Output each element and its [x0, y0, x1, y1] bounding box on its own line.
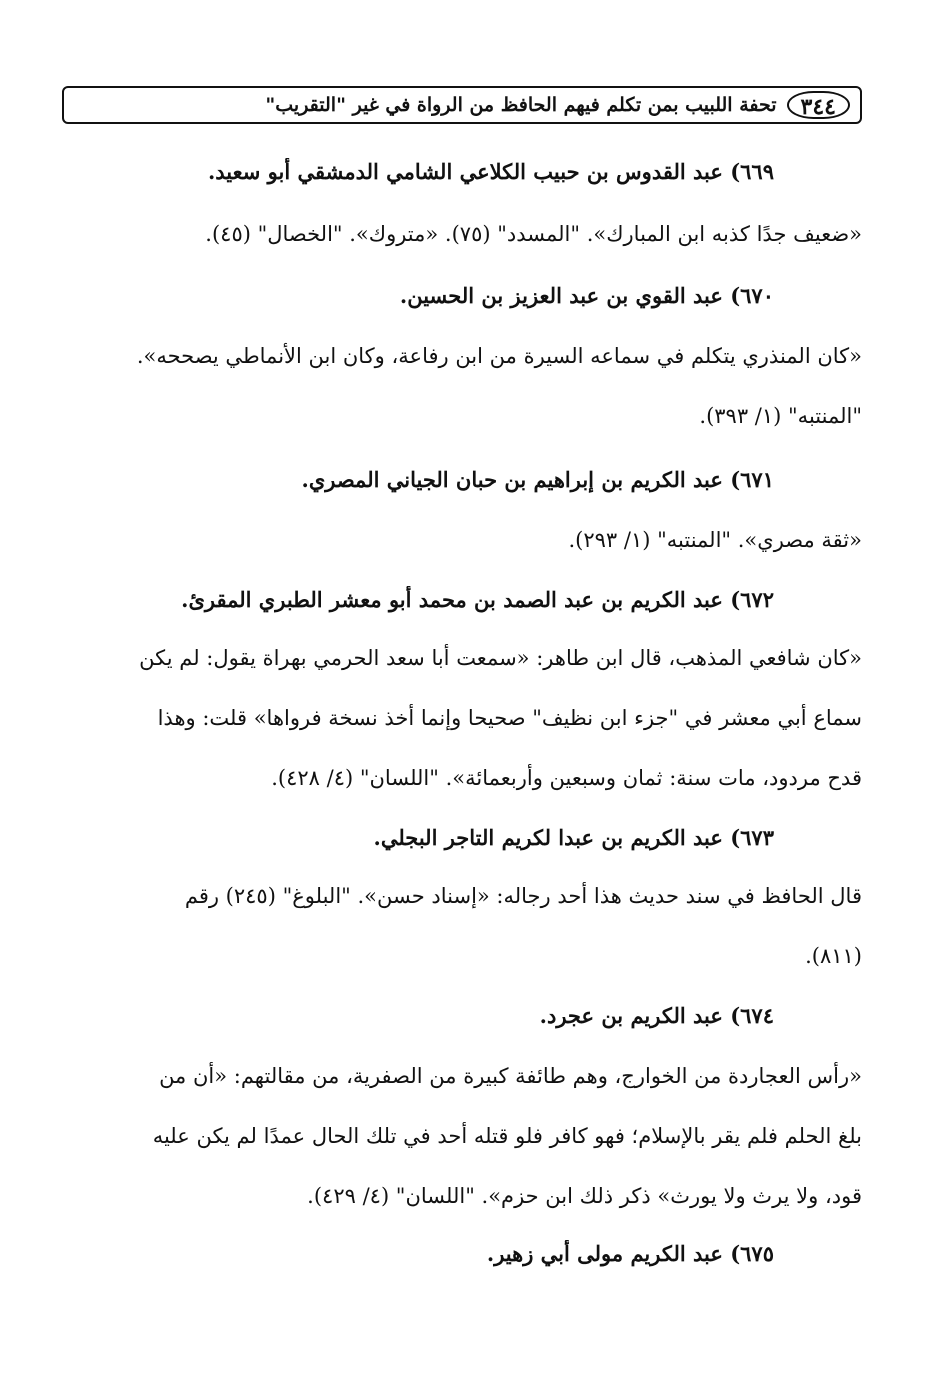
entry-heading: ٦٧١) عبد الكريم بن إبراهيم بن حبان الجياني المصري.	[301, 467, 774, 492]
entry-text: سماع أبي معشر في "جزء ابن نظيف" صحيحا وإنما أخذ نسخة فرواها» قلت: وهذا	[157, 706, 862, 730]
entry-text: «ضعيف جدًا كذبه ابن المبارك». "المسدد" (٧٥). «متروك». "الخصال" (٤٥).	[205, 222, 862, 246]
entry-text: بلغ الحلم فلم يقر بالإسلام؛ فهو كافر فلو قتله أحد في تلك الحال عمدًا لم يكن عليه	[152, 1124, 862, 1148]
entry-heading: ٦٧٥) عبد الكريم مولى أبي زهير.	[486, 1241, 774, 1266]
entry-heading: ٦٧٠) عبد القوي بن عبد العزيز بن الحسين.	[399, 283, 774, 308]
entry-heading: ٦٦٩) عبد القدوس بن حبيب الكلاعي الشامي الدمشقي أبو سعيد.	[207, 159, 774, 184]
entry-text: «ثقة مصري». "المنتبه" (١/ ٢٩٣).	[568, 528, 862, 552]
entry-text: (٨١١).	[805, 944, 862, 968]
entry-text: «كان المنذري يتكلم في سماعه السيرة من ابن رفاعة، وكان ابن الأنماطي يصححه».	[136, 344, 862, 368]
entry-text: قود، ولا يرث ولا يورث» ذكر ذلك ابن حزم». "اللسان" (٤/ ٤٢٩).	[307, 1184, 862, 1208]
entry-text: «رأس العجاردة من الخوارج، وهم طائفة كبيرة من الصفرية، من مقالتهم: «أن من	[159, 1064, 862, 1088]
page-number: ٣٤٤	[787, 91, 850, 119]
entry-heading: ٦٧٣) عبد الكريم بن عبدا لكريم التاجر البجلي.	[373, 825, 774, 850]
entry-text: قدح مردود، مات سنة: ثمان وسبعين وأربعمائة». "اللسان" (٤/ ٤٢٨).	[271, 766, 862, 790]
entry-heading: ٦٧٤) عبد الكريم بن عجرد.	[539, 1003, 774, 1028]
entry-heading: ٦٧٢) عبد الكريم بن عبد الصمد بن محمد أبو معشر الطبري المقرئ.	[181, 587, 774, 612]
entry-text: "المنتبه" (١/ ٣٩٣).	[699, 404, 862, 428]
running-header	[62, 86, 862, 124]
running-title: تحفة اللبيب بمن تكلم فيهم الحافظ من الرواة في غير "التقريب"	[265, 94, 777, 116]
entry-text: قال الحافظ في سند حديث هذا أحد رجاله: «إسناد حسن». "البلوغ" (٢٤٥) رقم	[184, 884, 862, 908]
entry-text: «كان شافعي المذهب، قال ابن طاهر: «سمعت أبا سعد الحرمي بهراة يقول: لم يكن	[139, 646, 862, 670]
